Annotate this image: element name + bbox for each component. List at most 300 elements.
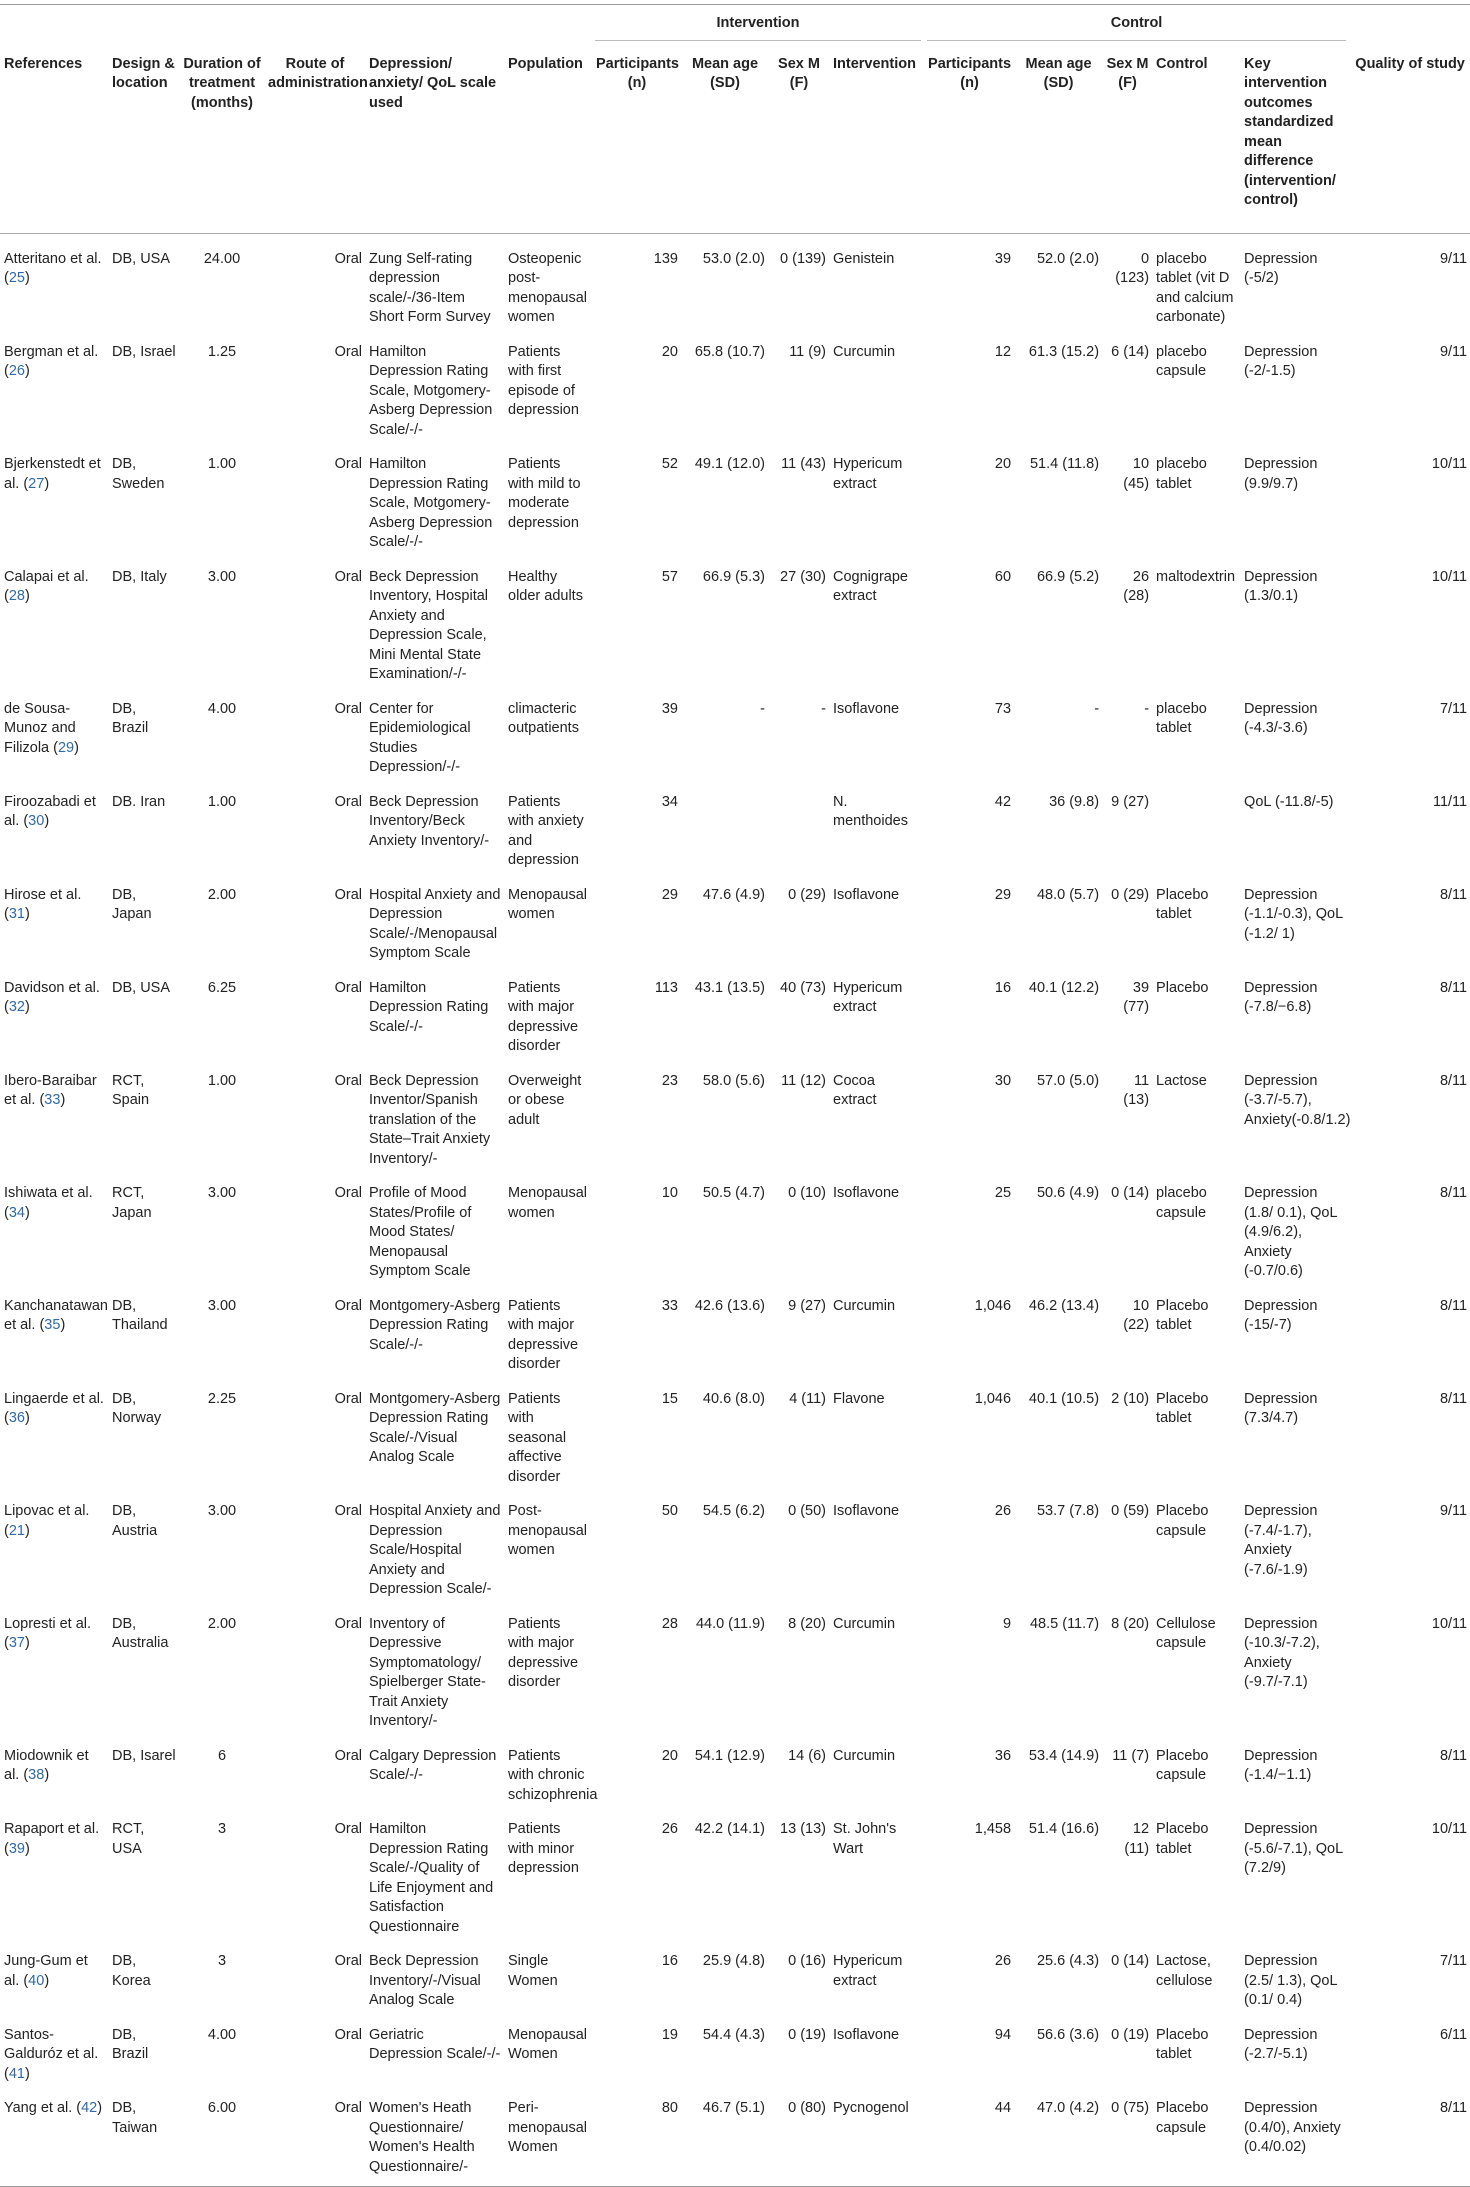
quality-cell: 7/11 [1439,700,1468,717]
citation-link[interactable]: 34 [8,1204,25,1221]
duration-cell: 3 [217,1953,227,1969]
intervention-participants-cell: 16 [661,1953,678,1969]
control-participants-cell: 12 [994,343,1012,360]
table-row [0,233,1470,337]
citation-link[interactable]: 42 [81,2100,98,2116]
control-age-cell: 61.3 (15.2) [1028,343,1100,360]
quality-cell: 11/11 [1432,793,1468,810]
citation-link[interactable]: 37 [8,1635,25,1651]
table-row [0,2093,1470,2187]
control-cell: Placebo tablet [1156,1821,1209,1857]
col-duration: Duration of treatment (months) [179,45,264,234]
intervention-participants-cell: 28 [661,1615,678,1632]
intervention-cell: Curcumin [833,1615,896,1632]
intervention-age-cell: 44.0 (11.9) [695,1615,765,1632]
control-sex-cell: 10 (22) [1123,1297,1150,1333]
outcomes-cell: Depression (-15/-7) [1244,1297,1318,1333]
reference-text: Rapaport et al. ( [4,1821,100,1857]
intervention-participants-cell: 10 [661,1185,678,1201]
duration-cell: 24.00 [203,250,241,267]
intervention-participants-cell: 34 [661,793,678,810]
outcomes-cell: Depression (-1.4/−1.1) [1244,1747,1318,1783]
control-participants-cell: 1,458 [974,1821,1012,1837]
citation-link[interactable]: 38 [28,1767,45,1783]
control-sex-cell: 11 (13) [1123,1072,1150,1108]
population-cell: Patients with major depressive disorder [508,1297,579,1372]
control-age-cell: 57.0 (5.0) [1036,1072,1100,1089]
table-row [0,562,1470,694]
duration-cell: 2.00 [207,1615,237,1632]
control-participants-cell: 94 [994,2026,1012,2043]
intervention-cell: N. menthoides [833,793,908,829]
control-sex-cell: 12 (11) [1124,1821,1150,1857]
intervention-sex-cell: 0 (139) [780,250,826,267]
intervention-age-cell: 58.0 (5.6) [702,1072,765,1089]
intervention-cell: Curcumin [833,1747,896,1764]
citation-close-paren: ) [44,1972,50,1989]
citation-close-paren: ) [24,1522,30,1539]
intervention-sex-cell: 9 (27) [788,1297,826,1314]
outcomes-cell: Depression (-10.3/-7.2), Anxiety (-9.7/-7.1) [1244,1615,1320,1690]
route-cell: Oral [334,979,362,996]
quality-cell: 10/11 [1431,1615,1468,1632]
control-cell: Placebo capsule [1156,1747,1209,1783]
scale-cell: Calgary Depression Scale/-/- [369,1747,497,1783]
outcomes-cell: Depression (-2/-1.5) [1244,343,1318,379]
intervention-sex-cell: 40 (73) [780,979,826,996]
reference-cell [0,1178,108,1291]
control-age-cell: 51.4 (16.6) [1028,1821,1100,1837]
population-cell: Peri-menopausal Women [504,2093,592,2187]
scale-cell: Beck Depression Inventor/Spanish translation of the State–Trait Anxiety Inventory/- [369,1072,491,1167]
control-sex-cell: 0 (14) [1111,1185,1150,1201]
quality-cell: 8/11 [1439,1747,1468,1764]
control-participants-cell: 42 [994,793,1012,810]
intervention-participants-cell: 20 [661,343,678,360]
reference-text: Lingaerde et al. ( [4,1390,104,1426]
intervention-cell: Cocoa extract [833,1072,877,1108]
scale-cell: Beck Depression Inventory, Hospital Anxiety and Depression Scale, Mini Mental State Examination/-/- [369,568,489,682]
population-cell: Patients with anxiety and depression [508,793,584,868]
quality-cell: 8/11 [1439,1297,1468,1314]
citation-close-paren: ) [24,270,30,286]
citation-link[interactable]: 30 [28,813,45,829]
reference-cell [0,1814,108,1946]
population-cell: Healthy older adults [508,568,583,604]
duration-cell: 1.00 [207,1072,237,1089]
reference-cell [0,2020,108,2094]
control-sex-cell: 0 (59) [1111,1503,1150,1519]
control-cell: Placebo capsule [1156,1503,1209,1539]
control-cell: Lactose, cellulose [1156,1953,1213,1989]
control-sex-cell: 0 (14) [1111,1953,1150,1969]
control-age-cell: 48.0 (5.7) [1036,886,1100,903]
design-cell: DB, USA [112,979,171,996]
intervention-cell: Isoflavone [833,1503,900,1519]
control-age-cell: 52.0 (2.0) [1036,250,1100,267]
citation-link[interactable]: 39 [8,1840,25,1857]
table-row [0,1496,1470,1609]
intervention-age-cell: 53.0 (2.0) [702,250,765,267]
reference-text: Hirose et al. ( [4,886,82,922]
outcomes-cell: Depression (-1.1/-0.3), QoL (-1.2/ 1) [1244,886,1343,942]
duration-cell: 6.00 [179,2093,264,2187]
design-cell: RCT, USA [112,1821,145,1857]
reference-text: Kanchanatawan et al. ( [4,1297,108,1333]
intervention-cell: Genistein [833,250,895,267]
route-cell: Oral [334,1297,362,1314]
table-row [0,1291,1470,1384]
control-age-cell: 56.6 (3.6) [1036,2026,1100,2043]
population-cell: Overweight or obese adult [508,1072,582,1128]
reference-text: Davidson et al. ( [4,979,100,1015]
intervention-cell: Hypericum extract [833,979,903,1015]
citation-link[interactable]: 33 [44,1092,61,1108]
intervention-participants-cell: 113 [654,979,678,996]
route-cell: Oral [334,700,362,717]
control-participants-cell: 26 [994,1503,1012,1519]
citation-close-paren: ) [24,1635,30,1651]
control-sex-cell: 39 (77) [1123,979,1150,1015]
intervention-sex-cell: 11 (12) [781,1072,826,1089]
reference-cell [0,233,108,337]
intervention-participants-cell: 57 [661,568,678,585]
outcomes-cell: Depression (2.5/ 1.3), QoL (0.1/ 0.4) [1244,1953,1338,2008]
control-participants-cell: 36 [994,1747,1012,1764]
intervention-age-cell: 43.1 (13.5) [694,979,765,996]
outcomes-cell: Depression (-7.4/-1.7), Anxiety (-7.6/-1.9) [1244,1503,1318,1578]
control-age-cell: 36 (9.8) [1049,793,1100,810]
quality-cell: 10/11 [1431,1821,1468,1837]
intervention-sex-cell: 0 (10) [788,1185,826,1201]
reference-text: Bergman et al. ( [4,343,99,379]
intervention-age-cell: 65.8 (10.7) [694,343,765,360]
design-cell: DB, Austria [112,1503,158,1539]
reference-text: Firoozabadi et al. ( [4,793,96,829]
design-cell: RCT, Japan [112,1185,152,1221]
intervention-cell: Isoflavone [833,700,900,717]
quality-cell: 8/11 [1439,1185,1468,1201]
col-outcomes: Key intervention outcomes standardized mean difference (intervention/ control) [1240,45,1349,234]
intervention-sex-cell: 8 (20) [788,1615,826,1632]
route-cell: Oral [334,1503,362,1519]
intervention-sex-cell: 13 (13) [780,1821,826,1837]
control-cell: placebo tablet [1156,700,1207,736]
table-row [0,1178,1470,1291]
citation-link[interactable]: 31 [8,906,25,922]
design-cell: DB, Sweden [112,456,165,492]
col-scale: Depression/ anxiety/ QoL scale used [365,45,504,234]
control-participants-cell: 16 [994,979,1012,996]
scale-cell: Beck Depression Inventory/Beck Anxiety Inventory/- [369,793,490,849]
intervention-participants-cell: 19 [661,2026,678,2043]
intervention-age-cell: 54.5 (6.2) [702,1503,765,1519]
quality-cell: 9/11 [1439,1503,1468,1519]
population-cell: Patients with minor depression [508,1821,579,1876]
control-cell: Placebo capsule [1152,2093,1240,2187]
control-age-cell: 46.2 (13.4) [1028,1297,1100,1314]
scale-cell: Montgomery-Asberg Depression Rating Scale/-/- [369,1297,501,1353]
population-cell: Osteopenic post-menopausal women [508,250,587,325]
outcomes-cell: Depression (0.4/0), Anxiety (0.4/0.02) [1240,2093,1349,2187]
scale-cell: Hamilton Depression Rating Scale/-/- [369,979,489,1035]
reference-cell [0,973,108,1066]
reference-cell [0,880,108,973]
duration-cell: 2.25 [207,1390,237,1407]
citation-close-paren: ) [24,999,30,1015]
duration-cell: 1.00 [207,793,237,810]
intervention-sex-cell: 0 (16) [788,1953,826,1969]
design-cell: DB, Isarel [112,1747,176,1764]
intervention-participants-cell: 29 [661,886,678,903]
intervention-participants-cell: 33 [661,1297,678,1314]
intervention-age-cell: 25.9 (4.8) [702,1953,765,1969]
quality-cell: 10/11 [1431,456,1468,472]
reference-cell [0,694,108,787]
control-sex-cell: 2 (10) [1111,1390,1150,1407]
citation-link[interactable]: 40 [28,1972,45,1989]
scale-cell: Hospital Anxiety and Depression Scale/Hospital Anxiety and Depression Scale/- [369,1503,501,1597]
route-cell: Oral [334,1072,362,1089]
reference-text: Atteritano et al. ( [4,250,102,286]
citation-close-paren: ) [44,475,50,492]
table-row [0,880,1470,973]
duration-cell: 1.25 [207,343,237,360]
reference-cell [0,337,108,450]
control-age-cell: 40.1 (12.2) [1028,979,1100,996]
intervention-sex-cell: 11 (43) [781,456,826,472]
scale-cell: Inventory of Depressive Symptomatology/ Spielberger State-Trait Anxiety Inventory/- [369,1615,486,1729]
group-header-row [0,5,1470,45]
reference-cell [0,1384,108,1497]
quality-cell: 8/11 [1439,979,1468,996]
outcomes-cell: Depression (-5/2) [1244,250,1318,286]
control-cell: placebo tablet [1156,456,1207,492]
control-sex-cell: 0 (29) [1111,886,1150,903]
quality-cell: 9/11 [1439,343,1468,360]
control-participants-cell: 29 [994,886,1012,903]
population-cell: Menopausal Women [508,2026,587,2062]
design-cell: DB, Australia [112,1615,169,1651]
route-cell: Oral [334,1390,362,1407]
col-intervention: Intervention [829,45,924,234]
reference-text: Lipovac et al. ( [4,1503,90,1539]
citation-link[interactable]: 36 [8,1410,25,1426]
control-participants-cell: 25 [994,1185,1012,1201]
intervention-sex-cell: 11 (9) [789,343,826,360]
duration-cell: 3.00 [207,1297,237,1314]
reference-text: Ibero-Baraibar et al. ( [4,1072,97,1108]
intervention-participants-cell: 26 [661,1821,678,1837]
duration-cell: 4.00 [207,700,237,717]
design-cell: DB, Norway [112,1390,162,1426]
route-cell: Oral [334,1747,362,1764]
population-cell: climacteric outpatients [508,700,579,736]
scale-cell: Profile of Mood States/Profile of Mood States/ Menopausal Symptom Scale [369,1185,472,1279]
table-header [0,5,1470,234]
table-row [0,694,1470,787]
duration-cell: 6.25 [207,979,237,996]
intervention-sex-cell: 0 (50) [788,1503,826,1519]
design-cell: DB, Italy [112,568,167,585]
design-cell: DB, USA [112,250,171,267]
citation-close-paren: ) [24,906,30,922]
intervention-sex-cell: 27 (30) [780,568,826,585]
table-row [0,337,1470,450]
outcomes-cell: Depression (9.9/9.7) [1244,456,1318,492]
quality-cell: 6/11 [1439,2026,1468,2043]
population-cell: Single Women [508,1953,558,1989]
table-body [0,233,1470,2187]
citation-close-paren: ) [24,1840,30,1857]
scale-cell: Hamilton Depression Rating Scale, Motgomery-Asberg Depression Scale/-/- [369,343,493,438]
duration-cell: 3.00 [207,1503,237,1519]
reference-text: Miodownik et al. ( [4,1747,89,1783]
quality-cell: 8/11 [1349,2093,1470,2187]
intervention-cell: Curcumin [833,343,896,360]
population-cell: Patients with major depressive disorder [508,979,579,1054]
outcomes-cell: Depression (1.3/0.1) [1244,568,1318,604]
intervention-cell: Curcumin [833,1297,896,1314]
route-cell: Oral [264,2093,365,2187]
duration-cell: 3.00 [207,1185,237,1201]
intervention-age-cell [681,787,768,880]
citation-link[interactable]: 35 [44,1317,61,1333]
table-row [0,1814,1470,1946]
citation-link[interactable]: 26 [8,363,25,379]
table-row [0,1384,1470,1497]
studies-table [0,4,1470,2187]
control-age-cell: 53.4 (14.9) [1028,1747,1100,1764]
population-cell: Patients with seasonal affective disorder [508,1390,567,1485]
table-row [0,1066,1470,1179]
intervention-sex-cell: 14 (6) [788,1747,826,1764]
intervention-cell: Hypericum extract [833,1953,903,1989]
reference-text: Jung-Gum et al. ( [4,1953,88,1989]
intervention-participants-cell: 15 [661,1390,678,1407]
intervention-participants-cell: 23 [661,1072,678,1089]
table-row [0,1946,1470,2020]
reference-text: Bjerkenstedt et al. ( [4,456,101,492]
intervention-sex-cell: 0 (29) [788,886,826,903]
control-participants-cell: 30 [994,1072,1012,1089]
quality-cell: 10/11 [1431,568,1468,585]
design-cell: DB, Brazil [112,2026,149,2062]
design-cell: DB, Japan [112,886,152,922]
col-intervention-sex: Sex M (F) [768,45,829,234]
control-cell: Placebo [1156,979,1209,996]
population-cell: Patients with major depressive disorder [508,1615,579,1690]
citation-link[interactable]: 28 [8,588,25,604]
citation-link[interactable]: 32 [8,999,25,1015]
control-cell: Placebo tablet [1156,1390,1209,1426]
route-cell: Oral [334,2026,362,2043]
reference-cell [0,449,108,562]
control-age-cell: 25.6 (4.3) [1036,1953,1100,1969]
citation-close-paren: ) [74,739,79,756]
col-intervention-participants: Participants (n) [592,45,681,234]
population-cell: Patients with mild to moderate depression [508,456,581,531]
scale-cell: Beck Depression Inventory/-/Visual Analog Scale [369,1953,481,2008]
control-age-cell: 51.4 (11.8) [1029,456,1100,472]
control-age-cell: 53.7 (7.8) [1036,1503,1100,1519]
col-quality: Quality of study [1349,45,1470,234]
outcomes-cell: Depression (-7.8/−6.8) [1244,979,1318,1015]
population-cell: Post-menopausal women [508,1503,587,1558]
outcomes-cell: Depression (-3.7/-5.7), Anxiety(-0.8/1.2) [1244,1072,1351,1128]
intervention-cell: Isoflavone [833,2026,900,2043]
intervention-age-cell: 54.1 (12.9) [694,1747,765,1764]
reference-cell [0,2093,108,2187]
citation-link[interactable]: 29 [57,739,75,756]
citation-link[interactable]: 21 [8,1522,25,1539]
control-cell: maltodextrin [1156,568,1236,585]
route-cell: Oral [334,568,362,585]
control-sex-cell: 8 (20) [1111,1615,1150,1632]
scale-cell: Center for Epidemiological Studies Depression/-/- [369,700,471,775]
control-participants-cell: 60 [994,568,1012,585]
col-intervention-age: Mean age (SD) [681,45,768,234]
intervention-age-cell: 50.5 (4.7) [702,1185,765,1201]
design-cell: DB, Korea [112,1953,151,1989]
table-row [0,1741,1470,1815]
control-group-header: Control [924,5,1349,45]
intervention-participants-cell: 80 [592,2093,681,2187]
intervention-age-cell: 47.6 (4.9) [702,886,765,903]
intervention-cell: Flavone [833,1390,885,1407]
scale-cell: Zung Self-rating depression scale/-/36-Item Short Form Survey [369,250,491,325]
control-age-cell: 48.5 (11.7) [1029,1615,1100,1632]
citation-link[interactable]: 25 [8,270,25,286]
col-route: Route of administration [264,45,365,234]
control-sex-cell: 10 (45) [1123,456,1150,492]
intervention-cell: Pycnogenol [829,2093,924,2187]
outcomes-cell: Depression (-4.3/-3.6) [1244,700,1318,736]
design-cell: DB, Israel [112,343,176,360]
citation-link[interactable]: 27 [28,475,45,492]
outcomes-cell: QoL (-11.8/-5) [1244,793,1334,810]
intervention-age-cell: 42.2 (14.1) [694,1821,765,1837]
design-cell: DB, Thailand [112,1297,168,1333]
scale-cell: Women's Heath Questionnaire/ Women's Health Questionnaire/- [365,2093,504,2187]
col-control-participants: Participants (n) [924,45,1014,234]
intervention-age-cell: 66.9 (5.3) [702,568,765,585]
citation-close-paren: ) [60,1317,66,1333]
control-participants-cell: 9 [1002,1615,1012,1632]
citation-link[interactable]: 41 [8,2065,25,2082]
intervention-group-header: Intervention [592,5,924,45]
control-sex-cell: 9 (27) [1111,793,1150,810]
scale-cell: Geriatric Depression Scale/-/- [369,2026,501,2062]
intervention-participants-cell: 20 [661,1747,678,1764]
control-sex-cell: 11 (7) [1112,1747,1150,1764]
reference-cell [0,1496,108,1609]
quality-cell: 7/11 [1439,1953,1468,1969]
intervention-cell: Isoflavone [833,886,900,903]
design-cell: DB. Iran [112,793,166,810]
reference-cell [0,1946,108,2020]
intervention-age-cell: 42.6 (13.6) [694,1297,765,1314]
route-cell: Oral [334,456,362,472]
reference-text: Santos-Galduróz et al. ( [4,2026,99,2082]
reference-cell [0,787,108,880]
control-age-cell: 40.1 (10.5) [1028,1390,1100,1407]
reference-text: Ishiwata et al. ( [4,1185,93,1221]
population-cell: Menopausal women [508,886,587,922]
control-participants-cell: 73 [994,700,1012,717]
route-cell: Oral [334,793,362,810]
design-cell: DB, Taiwan [108,2093,179,2187]
